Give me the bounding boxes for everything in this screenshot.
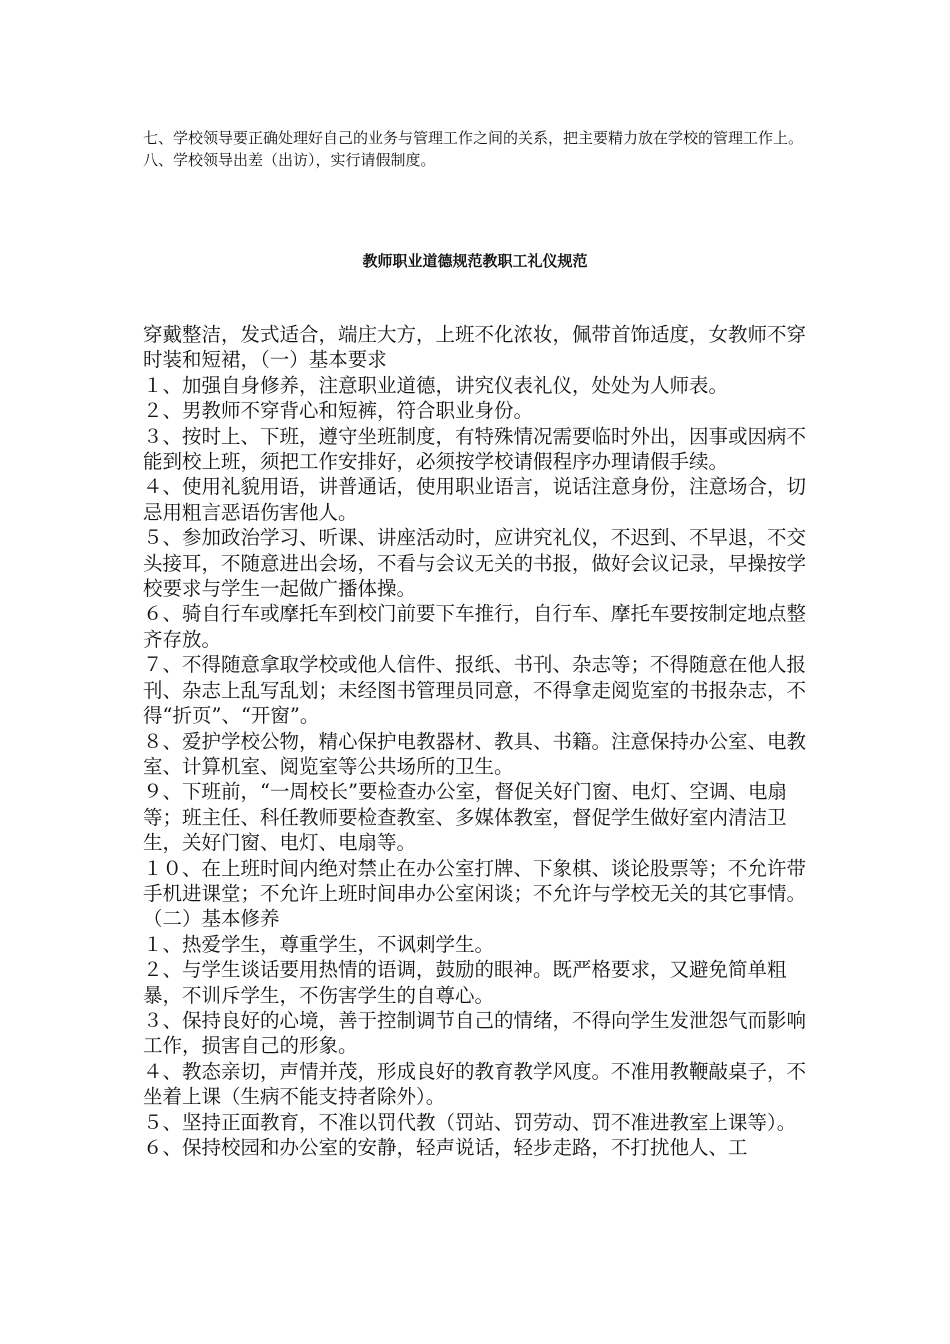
rule-4: ４、使用礼貌用语，讲普通话，使用职业语言，说话注意身份，注意场合，切忌用粗言恶语伤害他人。 [143,475,807,524]
cultivation-6: ６、保持校园和办公室的安静，轻声说话，轻步走路，不打扰他人、工 [143,1136,748,1159]
cultivation-1: １、热爱学生，尊重学生，不讽刺学生。 [143,932,495,956]
rule-3: ３、按时上、下班，遵守坐班制度，有特殊情况需要临时外出，因事或因病不能到校上班，须把工作安排好，必须按学校请假程序办理请假手续。 [143,424,807,474]
top-section [143,127,818,171]
section-title: 教师职业道德规范教职工礼仪规范 [362,252,588,270]
rule-7: ７、不得随意拿取学校或他人信件、报纸、书刊、杂志等；不得随意在他人报刊、杂志上乱写乱划；未经图书管理员同意，不得拿走阅览室的书报杂志，不得“折页”、“开窗”。 [143,653,807,728]
paragraph-8: 八、学校领导出差（出访），实行请假制度。 [143,151,436,169]
rule-5: ５、参加政治学习、听课、讲座活动时，应讲究礼仪，不迟到、不早退，不交头接耳，不随意进出会场，不看与会议无关的书报，做好会议记录，早操按学校要求与学生一起做广播体操。 [143,526,807,601]
rule-1: １、加强自身修养，注意职业道德，讲究仪表礼仪，处处为人师表。 [143,373,729,397]
section-heading-2: （二）基本修养 [143,907,280,931]
body-intro: 穿戴整洁，发式适合，端庄大方，上班不化浓妆，佩带首饰适度，女教师不穿时装和短裙，（一）基本要求 [143,323,807,372]
cultivation-4: ４、教态亲切，声情并茂，形成良好的教育教学风度。不准用教鞭敲桌子，不坐着上课（生病不能支持者除外）。 [143,1059,807,1109]
body-text [143,322,813,1160]
cultivation-3: ３、保持良好的心境，善于控制调节自己的情绪，不得向学生发泄怨气而影响工作，损害自己的形象。 [143,1008,807,1058]
cultivation-2: ２、与学生谈话要用热情的语调，鼓励的眼神。既严格要求，又避免简单粗暴，不训斥学生，不伤害学生的自尊心。 [143,958,787,1007]
rule-9: ９、下班前，“一周校长”要检查办公室，督促关好门窗、电灯、空调、电扇等；班主任、科任教师要检查教室、多媒体教室，督促学生做好室内清洁卫生，关好门窗、电灯、电扇等。 [143,780,787,855]
rule-8: ８、爱护学校公物，精心保护电教器材、教具、书籍。注意保持办公室、电教室、计算机室、阅览室等公共场所的卫生。 [143,729,807,778]
paragraph-7: 七、学校领导要正确处理好自己的业务与管理工作之间的关系，把主要精力放在学校的管理工作上。 [143,129,804,147]
rule-10: １０、在上班时间内绝对禁止在办公室打牌、下象棋、谈论股票等；不允许带手机进课堂；不允许上班时间串办公室闲谈；不允许与学校无关的其它事情。 [143,856,807,905]
cultivation-5: ５、坚持正面教育，不准以罚代教（罚站、罚劳动、罚不准进教室上课等）。 [143,1110,797,1134]
rule-2: ２、男教师不穿背心和短裤，符合职业身份。 [143,399,534,423]
rule-6: ６、骑自行车或摩托车到校门前要下车推行，自行车、摩托车要按制定地点整齐存放。 [143,602,807,651]
